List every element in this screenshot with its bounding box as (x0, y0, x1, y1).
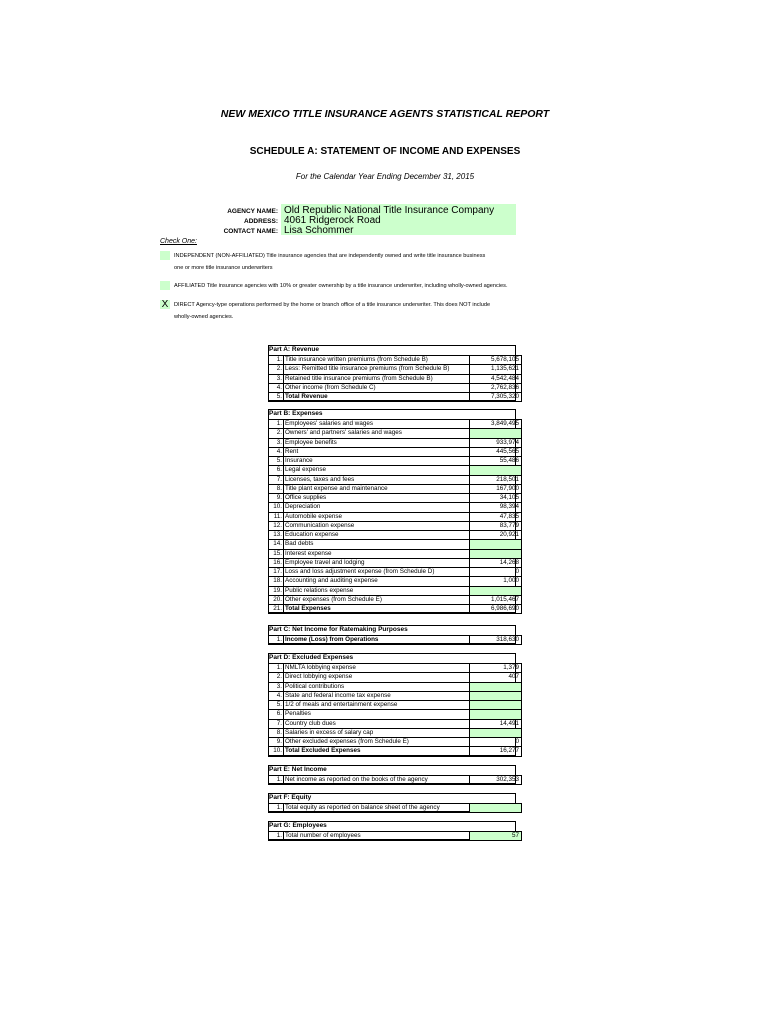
line-number: 11. (269, 512, 284, 521)
line-number: 5. (269, 457, 284, 466)
line-description: Licenses, taxes and fees (284, 475, 470, 484)
table-row (269, 393, 522, 402)
line-amount[interactable]: 0 (470, 738, 522, 747)
line-amount[interactable]: 83,779 (470, 521, 522, 530)
line-description: Employees' salaries and wages (284, 420, 470, 429)
table-row (269, 356, 522, 365)
table-row (269, 605, 522, 614)
line-number: 10. (269, 747, 284, 756)
line-description: Bad debts (284, 540, 470, 549)
line-amount[interactable] (470, 429, 522, 438)
line-description: Loss and loss adjustment expense (from Schedule D) (284, 568, 470, 577)
line-amount[interactable] (470, 691, 522, 700)
line-description: Rent (284, 447, 470, 456)
table-row (269, 776, 522, 785)
table-row (269, 549, 522, 558)
line-amount[interactable]: 0 (470, 568, 522, 577)
line-amount[interactable] (470, 682, 522, 691)
line-number: 7. (269, 475, 284, 484)
table-row (269, 494, 522, 503)
line-description: Net income as reported on the books of the agency (284, 776, 470, 785)
line-description: Less: Remitted title insurance premiums (from Schedule B) (284, 365, 470, 374)
partG-table (268, 831, 522, 841)
line-number: 5. (269, 393, 284, 402)
table-row (269, 383, 522, 392)
independent-checkbox[interactable] (160, 251, 170, 260)
line-amount[interactable] (470, 804, 522, 813)
line-number: 3. (269, 438, 284, 447)
line-amount[interactable]: 20,921 (470, 531, 522, 540)
partG-title: Part G: Employees (269, 821, 327, 829)
line-amount[interactable]: 3,849,495 (470, 420, 522, 429)
line-description: Owners' and partners' salaries and wages (284, 429, 470, 438)
table-row (269, 747, 522, 756)
line-number: 12. (269, 521, 284, 530)
line-description: Total Excluded Expenses (284, 747, 470, 756)
line-amount[interactable]: 1,135,621 (470, 365, 522, 374)
address-field[interactable]: 4061 Ridgerock Road (284, 215, 381, 226)
line-amount[interactable]: 1,379 (470, 664, 522, 673)
line-amount[interactable]: 1,000 (470, 577, 522, 586)
report-title: NEW MEXICO TITLE INSURANCE AGENTS STATISTICAL REPORT (220, 108, 550, 120)
line-amount[interactable]: 318,630 (470, 636, 522, 645)
line-description: Salaries in excess of salary cap (284, 728, 470, 737)
line-number: 7. (269, 719, 284, 728)
partD-title: Part D: Excluded Expenses (269, 653, 354, 661)
line-amount[interactable]: 2,762,836 (470, 383, 522, 392)
line-amount[interactable]: 98,394 (470, 503, 522, 512)
line-number: 20. (269, 595, 284, 604)
table-row (269, 447, 522, 456)
line-amount[interactable]: 57 (470, 832, 522, 841)
line-description: Other expenses (from Schedule E) (284, 595, 470, 604)
line-description: NMLTA lobbying expense (284, 664, 470, 673)
line-number: 1. (269, 664, 284, 673)
line-amount[interactable]: 218,501 (470, 475, 522, 484)
table-row (269, 673, 522, 682)
line-amount[interactable]: 167,900 (470, 484, 522, 493)
line-number: 3. (269, 682, 284, 691)
line-number: 10. (269, 503, 284, 512)
line-number: 19. (269, 586, 284, 595)
table-row (269, 804, 522, 813)
line-amount[interactable]: 1,015,467 (470, 595, 522, 604)
table-row (269, 738, 522, 747)
line-number: 17. (269, 568, 284, 577)
affiliated-checkbox[interactable] (160, 281, 170, 290)
table-row (269, 429, 522, 438)
partB-table (268, 419, 522, 614)
partE-title: Part E: Net Income (269, 765, 327, 773)
agency-name-field[interactable]: Old Republic National Title Insurance Company (284, 205, 495, 216)
agency-name-label: AGENCY NAME: (227, 208, 278, 215)
partF-table (268, 803, 522, 813)
table-row (269, 568, 522, 577)
partE-table (268, 775, 522, 785)
line-amount[interactable] (470, 586, 522, 595)
partF-title: Part F: Equity (269, 793, 312, 801)
line-description: Political contributions (284, 682, 470, 691)
table-row (269, 457, 522, 466)
line-amount[interactable] (470, 728, 522, 737)
line-amount[interactable]: 4,542,484 (470, 374, 522, 383)
direct-option-label: DIRECT Agency-type operations performed by the home or branch office of a title insurance underwriter. This does NOT include (174, 302, 491, 308)
line-amount[interactable]: 16,277 (470, 747, 522, 756)
line-description: Total number of employees (284, 832, 470, 841)
line-number: 5. (269, 701, 284, 710)
line-description: Retained title insurance premiums (from Schedule B) (284, 374, 470, 383)
line-amount[interactable]: 933,974 (470, 438, 522, 447)
table-row (269, 558, 522, 567)
line-number: 21. (269, 605, 284, 614)
line-description: Other excluded expenses (from Schedule E) (284, 738, 470, 747)
line-amount[interactable] (470, 549, 522, 558)
table-row (269, 484, 522, 493)
table-row (269, 521, 522, 530)
table-row (269, 586, 522, 595)
direct-checkbox[interactable]: X (161, 299, 169, 310)
line-description: Interest expense (284, 549, 470, 558)
table-row (269, 540, 522, 549)
table-row (269, 420, 522, 429)
contact-name-field[interactable]: Lisa Schommer (284, 225, 354, 236)
partD-table (268, 663, 522, 757)
line-description: Title insurance written premiums (from Schedule B) (284, 356, 470, 365)
line-description: Total Expenses (284, 605, 470, 614)
line-number: 3. (269, 374, 284, 383)
line-number: 6. (269, 466, 284, 475)
line-description: Employee benefits (284, 438, 470, 447)
line-amount[interactable]: 6,986,690 (470, 605, 522, 614)
line-amount[interactable]: 14,268 (470, 558, 522, 567)
line-number: 1. (269, 776, 284, 785)
line-amount[interactable]: 55,486 (470, 457, 522, 466)
contact-name-label: CONTACT NAME: (223, 228, 278, 235)
line-description: Direct lobbying expense (284, 673, 470, 682)
line-number: 1. (269, 804, 284, 813)
line-number: 18. (269, 577, 284, 586)
line-description: Insurance (284, 457, 470, 466)
line-number: 4. (269, 447, 284, 456)
line-number: 1. (269, 356, 284, 365)
independent-option-label: INDEPENDENT (NON-AFFILIATED) Title insurance agencies that are independently owned and write title insurance business (174, 253, 486, 259)
table-row (269, 701, 522, 710)
partC-title: Part C: Net Income for Ratemaking Purposes (269, 625, 408, 633)
line-description: Country club dues (284, 719, 470, 728)
line-description: Office supplies (284, 494, 470, 503)
check-one-label: Check One: (160, 238, 197, 245)
line-description: Automobile expense (284, 512, 470, 521)
line-description: Public relations expense (284, 586, 470, 595)
line-number: 16. (269, 558, 284, 567)
line-amount[interactable]: 34,105 (470, 494, 522, 503)
table-row (269, 636, 522, 645)
line-description: Total Revenue (284, 393, 470, 402)
table-row (269, 531, 522, 540)
line-description: Education expense (284, 531, 470, 540)
line-description: State and federal income tax expense (284, 691, 470, 700)
line-number: 14. (269, 540, 284, 549)
line-amount[interactable]: 302,353 (470, 776, 522, 785)
table-row (269, 577, 522, 586)
line-amount[interactable]: 407 (470, 673, 522, 682)
direct-option-label-cont: wholly-owned agencies. (174, 314, 234, 320)
line-description: Legal expense (284, 466, 470, 475)
line-description: Income (Loss) from Operations (284, 636, 470, 645)
table-row (269, 374, 522, 383)
partA-table (268, 355, 522, 402)
table-row (269, 728, 522, 737)
line-description: Total equity as reported on balance sheet of the agency (284, 804, 470, 813)
line-number: 2. (269, 429, 284, 438)
line-number: 1. (269, 636, 284, 645)
table-row (269, 832, 522, 841)
line-number: 15. (269, 549, 284, 558)
line-number: 6. (269, 710, 284, 719)
line-number: 2. (269, 673, 284, 682)
report-period: For the Calendar Year Ending December 31, 2015 (295, 172, 475, 181)
schedule-title: SCHEDULE A: STATEMENT OF INCOME AND EXPENSES (249, 146, 521, 157)
line-description: Penalties (284, 710, 470, 719)
line-amount[interactable]: 7,305,320 (470, 393, 522, 402)
table-row (269, 710, 522, 719)
table-row (269, 691, 522, 700)
table-row (269, 512, 522, 521)
line-number: 4. (269, 691, 284, 700)
table-row (269, 365, 522, 374)
line-amount[interactable]: 14,491 (470, 719, 522, 728)
line-description: Depreciation (284, 503, 470, 512)
line-description: Employee travel and lodging (284, 558, 470, 567)
table-row (269, 503, 522, 512)
table-row (269, 719, 522, 728)
line-amount[interactable] (470, 540, 522, 549)
line-amount[interactable] (470, 701, 522, 710)
affiliated-option-label: AFFILIATED Title insurance agencies with 10% or greater ownership by a title insurance underwriter, including wholly-owned agencies. (174, 283, 508, 289)
line-number: 1. (269, 832, 284, 841)
independent-option-label-cont: one or more title insurance underwriters (174, 265, 273, 271)
line-description: Other income (from Schedule C) (284, 383, 470, 392)
line-number: 13. (269, 531, 284, 540)
line-amount[interactable] (470, 710, 522, 719)
table-row (269, 595, 522, 604)
line-number: 1. (269, 420, 284, 429)
line-number: 2. (269, 365, 284, 374)
line-number: 8. (269, 484, 284, 493)
address-label: ADDRESS: (244, 218, 278, 225)
table-row (269, 466, 522, 475)
line-number: 8. (269, 728, 284, 737)
line-description: Accounting and auditing expense (284, 577, 470, 586)
table-row (269, 664, 522, 673)
partA-title: Part A: Revenue (269, 345, 319, 353)
line-amount[interactable] (470, 466, 522, 475)
table-row (269, 682, 522, 691)
line-description: Title plant expense and maintenance (284, 484, 470, 493)
line-amount[interactable]: 445,565 (470, 447, 522, 456)
agency-info-box (281, 204, 516, 235)
line-number: 9. (269, 738, 284, 747)
table-row (269, 475, 522, 484)
line-description: 1/2 of meals and entertainment expense (284, 701, 470, 710)
line-number: 4. (269, 383, 284, 392)
line-amount[interactable]: 47,835 (470, 512, 522, 521)
line-number: 9. (269, 494, 284, 503)
table-row (269, 438, 522, 447)
line-description: Communication expense (284, 521, 470, 530)
partB-title: Part B: Expenses (269, 409, 323, 417)
line-amount[interactable]: 5,678,105 (470, 356, 522, 365)
partC-table (268, 635, 522, 645)
